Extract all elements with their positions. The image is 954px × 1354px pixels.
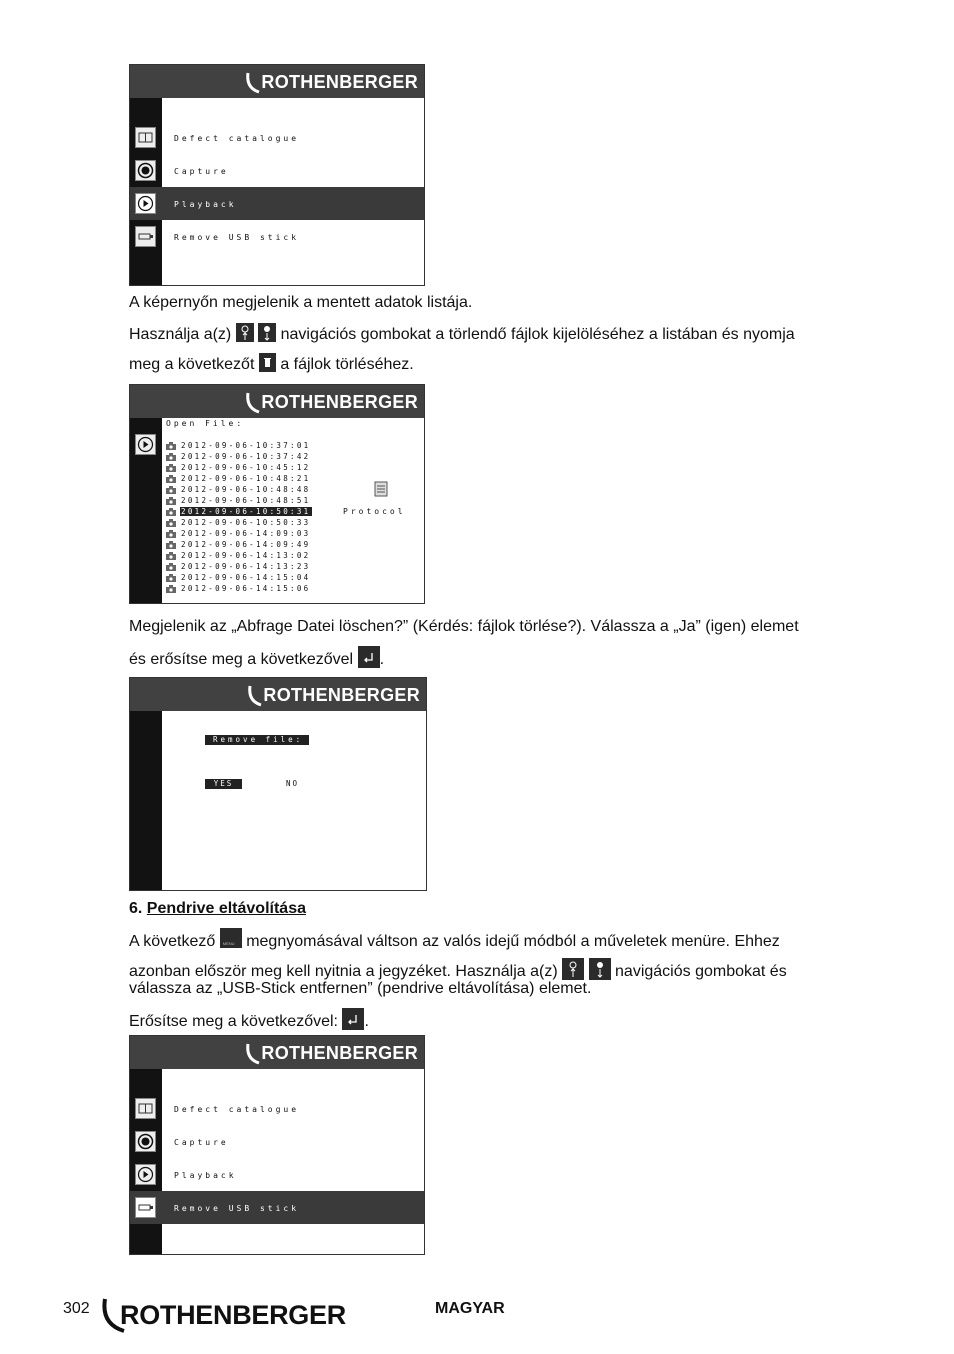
file-name: 2012-09-06-10:48:51: [181, 496, 311, 505]
record-icon: [135, 160, 156, 181]
screen-sidebar: [130, 711, 162, 890]
menu-item-label: Defect catalogue: [174, 1105, 300, 1114]
text: megnyomásával váltson az valós idejű módból a műveletek menüre. Ehhez: [246, 933, 780, 950]
text: Erősítse meg a következővel:: [129, 1013, 338, 1030]
text: navigációs gombokat és: [615, 963, 787, 980]
menu-item-label: Capture: [174, 1138, 229, 1147]
file-name: 2012-09-06-10:48:48: [181, 485, 311, 494]
play-icon: [135, 434, 156, 455]
camera-icon: [166, 464, 176, 472]
menu-item-capture[interactable]: [130, 154, 424, 187]
menu-key-label: MENU: [222, 941, 235, 946]
record-icon: [135, 1131, 156, 1152]
brand-name: ROTHENBERGER: [261, 391, 418, 412]
text: azonban először meg kell nyitnia a jegyzéket. Használja a(z): [129, 963, 558, 980]
menu-item-playback[interactable]: [130, 1158, 424, 1191]
remove-file-prompt: Remove file:: [205, 735, 309, 745]
usb-icon: [135, 1197, 156, 1218]
screen-header: [130, 678, 426, 711]
text: a fájlok törléséhez.: [280, 356, 414, 373]
footer-logo: [100, 1296, 346, 1334]
brand-logo: [245, 389, 418, 415]
file-name: 2012-09-06-14:13:23: [181, 562, 311, 571]
text: A következő: [129, 933, 216, 950]
brand-name: ROTHENBERGER: [261, 71, 418, 92]
file-row[interactable]: [166, 583, 312, 594]
screen-header: [130, 65, 424, 98]
nav-up-button-icon: [562, 958, 584, 980]
menu-item-remove-usb[interactable]: [130, 220, 424, 253]
menu-item-remove-usb[interactable]: [130, 1191, 424, 1224]
text: .: [364, 1013, 369, 1030]
enter-button-icon: [358, 646, 380, 668]
file-name: 2012-09-06-10:48:21: [181, 474, 311, 483]
menu-item-defect-catalogue[interactable]: [130, 121, 424, 154]
camera-icon: [166, 585, 176, 593]
menu-item-label: Remove USB stick: [174, 233, 300, 242]
screen-open-file: [129, 384, 425, 604]
file-name: 2012-09-06-14:13:02: [181, 551, 311, 560]
nav-down-button-icon: [258, 323, 276, 342]
screen-main-menu-playback: [129, 64, 425, 286]
yes-option[interactable]: YES: [205, 779, 242, 789]
screen-remove-file: [129, 677, 427, 891]
file-row[interactable]: [166, 550, 312, 561]
screen-header: [130, 1036, 424, 1069]
menu-button-icon: [220, 928, 242, 948]
book-icon: [135, 127, 156, 148]
no-option[interactable]: NO: [286, 779, 300, 788]
text: navigációs gombokat a törlendő fájlok kijelöléséhez a listában és nyomja: [280, 326, 795, 343]
section-number: 6.: [129, 900, 143, 917]
enter-button-icon: [342, 1008, 364, 1030]
camera-icon: [166, 453, 176, 461]
para1-line1: A képernyőn megjelenik a mentett adatok listája.: [129, 294, 473, 311]
brand-logo: [245, 1040, 418, 1066]
file-row[interactable]: [166, 451, 312, 462]
play-icon: [135, 193, 156, 214]
camera-icon: [166, 574, 176, 582]
file-row[interactable]: [166, 495, 312, 506]
section6-heading: [129, 899, 306, 919]
menu-item-label: Playback: [174, 1171, 237, 1180]
camera-icon: [166, 519, 176, 527]
file-name: 2012-09-06-14:15:06: [181, 584, 311, 593]
screen-header: [130, 385, 424, 418]
file-name: 2012-09-06-14:15:04: [181, 573, 311, 582]
camera-icon: [166, 442, 176, 450]
file-name: 2012-09-06-10:37:01: [181, 441, 311, 450]
file-list: [166, 440, 312, 594]
brand-logo: [245, 69, 418, 95]
camera-icon: [166, 563, 176, 571]
page-number: 302: [63, 1300, 90, 1317]
brand-name: ROTHENBERGER: [263, 684, 420, 705]
file-row[interactable]: [166, 561, 312, 572]
screen-main-menu-remove-usb: [129, 1035, 425, 1255]
file-name: 2012-09-06-10:50:33: [181, 518, 311, 527]
file-name: 2012-09-06-10:45:12: [181, 463, 311, 472]
text: Használja a(z): [129, 326, 232, 343]
file-row[interactable]: [166, 473, 312, 484]
para2-line1: Megjelenik az „Abfrage Datei löschen?” (Kérdés: fájlok törlése?). Válassza a „Ja” (igen) elemet: [129, 618, 799, 635]
file-name: 2012-09-06-10:37:42: [181, 452, 311, 461]
text: .: [379, 651, 385, 668]
section6-line1: [129, 928, 780, 952]
file-row[interactable]: [166, 572, 312, 583]
menu-item-label: Defect catalogue: [174, 134, 300, 143]
file-row[interactable]: [166, 506, 312, 517]
menu-item-defect-catalogue[interactable]: [130, 1092, 424, 1125]
file-row[interactable]: [166, 440, 312, 451]
menu-item-label: Remove USB stick: [174, 1204, 300, 1213]
protocol-icon: [374, 481, 388, 502]
brand-logo: [247, 682, 420, 708]
brand-name: ROTHENBERGER: [120, 1299, 346, 1330]
nav-down-button-icon: [589, 958, 611, 980]
book-icon: [135, 1098, 156, 1119]
text: meg a következőt: [129, 356, 255, 373]
section-title: Pendrive eltávolítása: [146, 900, 306, 917]
menu-item-playback[interactable]: [130, 187, 424, 220]
file-row[interactable]: [166, 484, 312, 495]
protocol-label[interactable]: Protocol: [343, 507, 406, 516]
file-row[interactable]: [166, 517, 312, 528]
para1-line2: [129, 323, 795, 345]
file-name: 2012-09-06-10:50:31: [181, 507, 311, 516]
text: és erősítse meg a következővel: [129, 651, 354, 668]
usb-icon: [135, 226, 156, 247]
delete-button-icon: [259, 353, 276, 372]
camera-icon: [166, 475, 176, 483]
brand-name: ROTHENBERGER: [261, 1042, 418, 1063]
nav-up-button-icon: [236, 323, 254, 342]
play-icon: [135, 1164, 156, 1185]
para2-line2: [129, 646, 384, 670]
camera-icon: [166, 541, 176, 549]
section6-line3: válassza az „USB-Stick entfernen” (pendrive eltávolítása) elemet.: [129, 980, 592, 997]
menu-item-label: Capture: [174, 167, 229, 176]
menu-item-label: Playback: [174, 200, 237, 209]
file-name: 2012-09-06-14:09:49: [181, 540, 311, 549]
menu-item-capture[interactable]: [130, 1125, 424, 1158]
para1-line3: [129, 353, 414, 375]
camera-icon: [166, 552, 176, 560]
camera-icon: [166, 497, 176, 505]
file-row[interactable]: [166, 462, 312, 473]
camera-icon: [166, 530, 176, 538]
camera-icon: [166, 508, 176, 516]
language-label: MAGYAR: [435, 1300, 505, 1317]
file-row[interactable]: [166, 539, 312, 550]
camera-icon: [166, 486, 176, 494]
file-name: 2012-09-06-14:09:03: [181, 529, 311, 538]
open-file-title: Open File:: [166, 419, 245, 428]
section6-line4: [129, 1008, 369, 1032]
file-row[interactable]: [166, 528, 312, 539]
